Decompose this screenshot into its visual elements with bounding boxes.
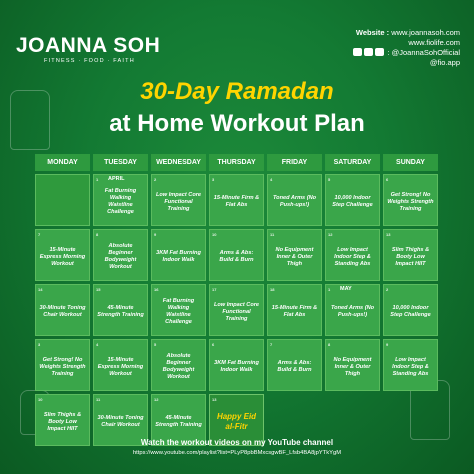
workout-name: 45-Minute Strength Training — [155, 415, 202, 428]
day-number: 6 — [212, 342, 215, 347]
day-number: 1 — [96, 177, 99, 182]
day-number: 3 — [38, 342, 41, 347]
day-number: 10 — [212, 232, 217, 237]
day-number: 13 — [386, 232, 391, 237]
day-number: 11 — [96, 397, 101, 402]
calendar-day-cell — [151, 339, 206, 391]
day-number: 7 — [38, 232, 41, 237]
workout-name: Slim Thighs & Booty Low Impact HIIT — [391, 246, 430, 267]
workout-name: Arms & Abs: Build & Burn — [277, 360, 312, 373]
footer — [0, 438, 474, 456]
calendar-day-cell — [267, 284, 322, 336]
day-number: 7 — [270, 342, 273, 347]
calendar-day-cell — [325, 174, 380, 226]
workout-name: Low Impact Indoor Step & Standing Abs — [392, 356, 429, 377]
workout-name: Arms & Abs: Build & Burn — [219, 250, 254, 263]
day-header: FRIDAY — [267, 154, 322, 171]
month-label: MAY — [340, 286, 352, 292]
brand-logo — [16, 34, 160, 58]
calendar-day-cell — [267, 339, 322, 391]
day-header: SATURDAY — [325, 154, 380, 171]
calendar-day-cell — [35, 339, 90, 391]
instagram-icon — [353, 48, 362, 56]
calendar-day-cell — [93, 339, 148, 391]
workout-name: Low Impact Core Functional Training — [213, 301, 260, 322]
calendar-day-cell — [35, 229, 90, 281]
workout-name: Fat Burning Walking Waistline Challenge — [104, 188, 137, 215]
page-title-line1: 30-Day Ramadan — [140, 78, 334, 105]
workout-name: 15-Minute Firm & Flat Abs — [213, 195, 260, 208]
calendar-day-cell — [151, 174, 206, 226]
calendar-day-cell — [267, 174, 322, 226]
day-header: MONDAY — [35, 154, 90, 171]
day-number: 1 — [328, 287, 331, 292]
workout-name: Slim Thighs & Booty Low Impact HIIT — [43, 411, 82, 432]
workout-name: Get Strong! No Weights Strength Training — [39, 356, 86, 377]
workout-name: 30-Minute Toning Chair Workout — [39, 305, 86, 318]
calendar-day-cell — [383, 339, 438, 391]
workout-name: Absolute Beginner Bodyweight Workout — [104, 243, 137, 270]
workout-name: No Equipment Inner & Outer Thigh — [333, 356, 372, 377]
brand-tagline: FITNESS · FOOD · FAITH — [44, 58, 135, 64]
calendar-day-cell — [93, 229, 148, 281]
social-icons — [353, 48, 384, 56]
workout-name: 15-Minute Express Morning Workout — [39, 246, 86, 267]
workout-name: Happy Eid al-Fitr — [216, 412, 257, 431]
day-number: 18 — [270, 287, 275, 292]
month-label: APRIL — [108, 176, 125, 182]
day-number: 2 — [386, 287, 389, 292]
workout-calendar — [35, 154, 438, 446]
day-number: 15 — [96, 287, 101, 292]
calendar-day-cell — [383, 174, 438, 226]
calendar-day-cell — [383, 284, 438, 336]
calendar-day-cell — [325, 339, 380, 391]
calendar-day-cell — [325, 284, 380, 336]
day-number: 13 — [212, 397, 217, 402]
workout-name: Toned Arms (No Push-ups!) — [330, 305, 375, 318]
website-label: Website : — [355, 28, 390, 37]
calendar-day-cell — [209, 284, 264, 336]
contact-info — [353, 28, 460, 68]
fiolife-link[interactable]: www.fiolife.com — [408, 38, 460, 47]
workout-name: 15-Minute Express Morning Workout — [97, 356, 144, 377]
workout-name: No Equipment Inner & Outer Thigh — [275, 246, 314, 267]
day-number: 2 — [154, 177, 157, 182]
day-number: 12 — [154, 397, 159, 402]
calendar-day-cell — [93, 284, 148, 336]
workout-name: Low Impact Core Functional Training — [155, 191, 202, 212]
calendar-day-cell — [267, 229, 322, 281]
day-number: 10 — [38, 397, 43, 402]
workout-name: 30-Minute Toning Chair Workout — [97, 415, 144, 428]
workout-name: Low Impact Indoor Step & Standing Abs — [334, 246, 371, 267]
workout-name: Toned Arms (No Push-ups!) — [272, 195, 317, 208]
workout-name: 10,000 Indoor Step Challenge — [390, 305, 431, 318]
day-number: 8 — [328, 342, 331, 347]
day-header: SUNDAY — [383, 154, 438, 171]
day-number: 5 — [328, 177, 331, 182]
website-link[interactable]: www.joannasoh.com — [391, 28, 460, 37]
day-number: 4 — [96, 342, 99, 347]
footer-cta: Watch the workout videos on my YouTube channel — [140, 438, 334, 447]
day-number: 12 — [328, 232, 333, 237]
calendar-day-cell — [209, 174, 264, 226]
app-handle[interactable]: @fio.app — [429, 58, 460, 67]
day-number: 11 — [270, 232, 275, 237]
workout-name: 3KM Fat Burning Indoor Walk — [156, 250, 201, 263]
calendar-day-cell — [151, 229, 206, 281]
workout-name: Absolute Beginner Bodyweight Workout — [162, 353, 195, 380]
day-number: 4 — [270, 177, 273, 182]
youtube-icon — [364, 48, 373, 56]
page-title-line2: at Home Workout Plan — [109, 110, 365, 137]
workout-name: 10,000 Indoor Step Challenge — [332, 195, 373, 208]
day-header: TUESDAY — [93, 154, 148, 171]
calendar-day-cell — [209, 229, 264, 281]
workout-name: 3KM Fat Burning Indoor Walk — [214, 360, 259, 373]
calendar-day-cell — [325, 229, 380, 281]
day-header: THURSDAY — [209, 154, 264, 171]
day-number: 3 — [212, 177, 215, 182]
day-number: 6 — [386, 177, 389, 182]
day-number: 17 — [212, 287, 217, 292]
calendar-day-cell — [383, 229, 438, 281]
header — [0, 0, 474, 80]
workout-name: 45-Minute Strength Training — [97, 305, 144, 318]
day-number: 14 — [38, 287, 43, 292]
day-number: 9 — [154, 232, 157, 237]
brand-name: JOANNA SOH — [16, 34, 161, 57]
day-number: 5 — [154, 342, 157, 347]
facebook-icon — [375, 48, 384, 56]
day-header: WEDNESDAY — [151, 154, 206, 171]
youtube-playlist-link[interactable]: https://www.youtube.com/playlist?list=PLyP8pbBMxcsgwBF_Lfsb4BA8jpYTkYgM — [132, 450, 342, 456]
day-number: 9 — [386, 342, 389, 347]
calendar-day-cell — [35, 174, 90, 226]
social-handle[interactable]: : @JoannaSohOfficial — [387, 48, 460, 57]
calendar-day-cell — [209, 339, 264, 391]
day-number: 16 — [154, 287, 159, 292]
workout-name: Fat Burning Walking Waistline Challenge — [162, 298, 195, 325]
calendar-day-cell — [35, 284, 90, 336]
calendar-day-cell — [93, 174, 148, 226]
day-number: 8 — [96, 232, 99, 237]
calendar-day-cell — [151, 284, 206, 336]
workout-name: Get Strong! No Weights Strength Training — [387, 191, 434, 212]
workout-name: 15-Minute Firm & Flat Abs — [271, 305, 318, 318]
